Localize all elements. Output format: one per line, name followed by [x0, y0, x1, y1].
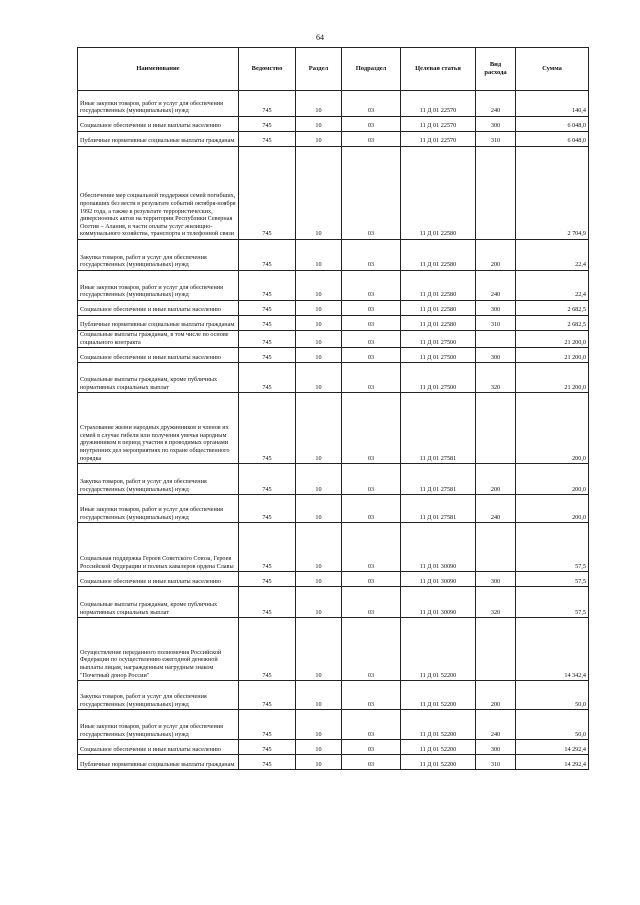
row-sum: 200,0 [516, 495, 589, 523]
row-target-article: 11 Д 01 22580 [401, 147, 476, 240]
row-name: Иные закупки товаров, работ и услуг для обеспечения государственных (муниципальных) нужд [78, 91, 239, 117]
row-name: Публичные нормативные социальные выплаты гражданам [78, 755, 239, 770]
row-sum: 57,5 [516, 572, 589, 587]
row-target-article: 11 Д 01 30090 [401, 523, 476, 572]
row-razdel: 10 [296, 681, 342, 710]
table-row [78, 348, 589, 363]
row-name: Публичные нормативные социальные выплаты гражданам [78, 316, 239, 331]
table-body [78, 91, 589, 770]
row-target-article: 11 Д 01 27500 [401, 331, 476, 348]
row-name: Социальные выплаты гражданам, кроме публичных нормативных социальных выплат [78, 587, 239, 618]
row-razdel: 10 [296, 495, 342, 523]
row-target-article: 11 Д 01 27581 [401, 464, 476, 495]
row-vedomstvo: 745 [239, 363, 296, 393]
row-target-article: 11 Д 01 52200 [401, 755, 476, 770]
row-target-article: 11 Д 01 27581 [401, 393, 476, 464]
row-name: Социальное обеспечение и иные выплаты населению [78, 572, 239, 587]
row-sum: 6 048,0 [516, 132, 589, 147]
row-expense-type: 310 [476, 755, 516, 770]
row-sum: 22,4 [516, 240, 589, 271]
row-target-article: 11 Д 01 22580 [401, 240, 476, 271]
row-sum: 14 292,4 [516, 740, 589, 755]
table-row [78, 316, 589, 331]
table-row [78, 710, 589, 740]
row-podrazdel: 03 [342, 363, 401, 393]
row-expense-type: 200 [476, 240, 516, 271]
row-vedomstvo: 745 [239, 740, 296, 755]
row-podrazdel: 03 [342, 271, 401, 301]
row-expense-type: 300 [476, 572, 516, 587]
row-podrazdel: 03 [342, 755, 401, 770]
row-name: Иные закупки товаров, работ и услуг для обеспечения государственных (муниципальных) нужд [78, 495, 239, 523]
row-podrazdel: 03 [342, 348, 401, 363]
row-name: Социальная поддержка Героев Советского Союза, Героев Российской Федерации и полных кавалеров ордена Славы [78, 523, 239, 572]
row-name: Социальное обеспечение и иные выплаты населению [78, 117, 239, 132]
header-podrazdel: Подраздел [342, 48, 401, 91]
row-name: Социальные выплаты гражданам, кроме публичных нормативных социальных выплат [78, 363, 239, 393]
row-expense-type: 310 [476, 316, 516, 331]
row-expense-type: 240 [476, 710, 516, 740]
row-razdel: 10 [296, 301, 342, 316]
row-podrazdel: 03 [342, 393, 401, 464]
row-expense-type: 300 [476, 740, 516, 755]
row-name: Иные закупки товаров, работ и услуг для обеспечения государственных (муниципальных) нужд [78, 710, 239, 740]
row-podrazdel: 03 [342, 618, 401, 681]
row-sum: 50,0 [516, 681, 589, 710]
row-podrazdel: 03 [342, 495, 401, 523]
row-podrazdel: 03 [342, 132, 401, 147]
row-name: Иные закупки товаров, работ и услуг для обеспечения государственных (муниципальных) нужд [78, 271, 239, 301]
row-sum: 2 682,5 [516, 316, 589, 331]
header-name: Наименование [78, 48, 239, 91]
row-target-article: 11 Д 01 52200 [401, 618, 476, 681]
row-sum: 140,4 [516, 91, 589, 117]
table-row [78, 331, 589, 348]
row-vedomstvo: 745 [239, 147, 296, 240]
row-sum: 50,0 [516, 710, 589, 740]
header-sum: Сумма [516, 48, 589, 91]
row-target-article: 11 Д 01 27500 [401, 348, 476, 363]
row-vedomstvo: 745 [239, 587, 296, 618]
row-vedomstvo: 745 [239, 117, 296, 132]
page-number: 64 [316, 33, 324, 42]
table-row [78, 271, 589, 301]
table-row [78, 147, 589, 240]
row-razdel: 10 [296, 348, 342, 363]
row-podrazdel: 03 [342, 572, 401, 587]
row-vedomstvo: 745 [239, 393, 296, 464]
row-sum: 14 292,4 [516, 755, 589, 770]
row-name: Закупка товаров, работ и услуг для обеспечения государственных (муниципальных) нужд [78, 681, 239, 710]
row-expense-type: 300 [476, 117, 516, 132]
row-razdel: 10 [296, 316, 342, 331]
row-target-article: 11 Д 01 27581 [401, 495, 476, 523]
row-name: Закупка товаров, работ и услуг для обеспечения государственных (муниципальных) нужд [78, 464, 239, 495]
row-name: Закупка товаров, работ и услуг для обеспечения государственных (муниципальных) нужд [78, 240, 239, 271]
table-row [78, 495, 589, 523]
row-razdel: 10 [296, 587, 342, 618]
row-razdel: 10 [296, 393, 342, 464]
row-vedomstvo: 745 [239, 681, 296, 710]
row-vedomstvo: 745 [239, 464, 296, 495]
row-expense-type: 200 [476, 464, 516, 495]
table-row [78, 363, 589, 393]
row-expense-type: 240 [476, 91, 516, 117]
row-target-article: 11 Д 01 52200 [401, 740, 476, 755]
table-header-row [78, 48, 589, 91]
row-sum: 22,4 [516, 271, 589, 301]
row-expense-type [476, 618, 516, 681]
row-expense-type: 300 [476, 301, 516, 316]
row-name: Социальное обеспечение и иные выплаты населению [78, 348, 239, 363]
row-sum: 21 200,0 [516, 331, 589, 348]
header-target-article: Целевая статья [401, 48, 476, 91]
table-row [78, 117, 589, 132]
row-expense-type [476, 331, 516, 348]
row-podrazdel: 03 [342, 117, 401, 132]
row-razdel: 10 [296, 132, 342, 147]
row-vedomstvo: 745 [239, 523, 296, 572]
row-name: Обеспечение мер социальной поддержки семей погибших, пропавших без вести в результате событий октября-ноября 1992 года, а также в результате террористических, диверсионных актов на территории Республики Северная Осетия – Алания, в части оплаты услуг жилищно-коммунального хозяйства, транспорта и телефонной связи [78, 147, 239, 240]
table-row [78, 755, 589, 770]
row-expense-type [476, 393, 516, 464]
row-vedomstvo: 745 [239, 331, 296, 348]
row-sum: 200,0 [516, 393, 589, 464]
row-sum: 57,5 [516, 587, 589, 618]
table-row [78, 587, 589, 618]
row-target-article: 11 Д 01 30090 [401, 587, 476, 618]
row-expense-type: 320 [476, 587, 516, 618]
row-sum: 57,5 [516, 523, 589, 572]
header-expense-type: Вид расхода [476, 48, 516, 91]
row-vedomstvo: 745 [239, 710, 296, 740]
row-vedomstvo: 745 [239, 301, 296, 316]
row-target-article: 11 Д 01 22570 [401, 132, 476, 147]
row-target-article: 11 Д 01 22570 [401, 117, 476, 132]
row-podrazdel: 03 [342, 147, 401, 240]
budget-table [77, 47, 589, 770]
row-sum: 14 342,4 [516, 618, 589, 681]
table-row [78, 523, 589, 572]
row-target-article: 11 Д 01 22580 [401, 301, 476, 316]
row-vedomstvo: 745 [239, 572, 296, 587]
row-vedomstvo: 745 [239, 495, 296, 523]
row-name: Страхование жизни народных дружинников и членов их семей в случае гибели или получения увечья народным дружинником в период участия в проводимых органами внутренних дел мероприятиях по охране общественного порядка [78, 393, 239, 464]
row-sum: 2 704,9 [516, 147, 589, 240]
row-podrazdel: 03 [342, 91, 401, 117]
row-podrazdel: 03 [342, 587, 401, 618]
header-vedomstvo: Ведомство [239, 48, 296, 91]
row-vedomstvo: 745 [239, 348, 296, 363]
row-vedomstvo: 745 [239, 271, 296, 301]
row-target-article: 11 Д 01 30090 [401, 572, 476, 587]
row-name: Осуществление переданного полномочия Российской Федерации по осуществлению ежегодной денежной выплаты лицам, награжденным нагрудным знаком "Почетный донор России" [78, 618, 239, 681]
table-row [78, 740, 589, 755]
row-razdel: 10 [296, 710, 342, 740]
table-row [78, 240, 589, 271]
table-row [78, 393, 589, 464]
row-expense-type [476, 147, 516, 240]
table-row [78, 572, 589, 587]
row-vedomstvo: 745 [239, 755, 296, 770]
row-expense-type: 310 [476, 132, 516, 147]
row-target-article: 11 Д 01 22580 [401, 316, 476, 331]
row-expense-type: 240 [476, 271, 516, 301]
row-podrazdel: 03 [342, 316, 401, 331]
row-expense-type: 320 [476, 363, 516, 393]
row-razdel: 10 [296, 740, 342, 755]
row-name: Социальные выплаты гражданам, в том числе по основе социального контракта [78, 331, 239, 348]
table-row [78, 681, 589, 710]
table-row [78, 132, 589, 147]
row-sum: 2 682,5 [516, 301, 589, 316]
row-target-article: 11 Д 01 52200 [401, 710, 476, 740]
row-podrazdel: 03 [342, 740, 401, 755]
row-razdel: 10 [296, 91, 342, 117]
row-name: Социальное обеспечение и иные выплаты населению [78, 740, 239, 755]
table-row [78, 464, 589, 495]
row-vedomstvo: 745 [239, 618, 296, 681]
row-razdel: 10 [296, 572, 342, 587]
table-row [78, 91, 589, 117]
row-razdel: 10 [296, 240, 342, 271]
row-name: Публичные нормативные социальные выплаты гражданам [78, 132, 239, 147]
row-razdel: 10 [296, 271, 342, 301]
row-razdel: 10 [296, 331, 342, 348]
row-razdel: 10 [296, 117, 342, 132]
row-razdel: 10 [296, 147, 342, 240]
row-razdel: 10 [296, 523, 342, 572]
row-expense-type: 200 [476, 681, 516, 710]
row-podrazdel: 03 [342, 331, 401, 348]
header-razdel: Раздел [296, 48, 342, 91]
row-sum: 200,0 [516, 464, 589, 495]
row-podrazdel: 03 [342, 240, 401, 271]
table-row [78, 301, 589, 316]
row-razdel: 10 [296, 363, 342, 393]
row-razdel: 10 [296, 618, 342, 681]
row-expense-type: 300 [476, 348, 516, 363]
row-vedomstvo: 745 [239, 91, 296, 117]
row-podrazdel: 03 [342, 464, 401, 495]
row-sum: 21 200,0 [516, 348, 589, 363]
row-target-article: 11 Д 01 27500 [401, 363, 476, 393]
row-vedomstvo: 745 [239, 240, 296, 271]
table-row [78, 618, 589, 681]
row-podrazdel: 03 [342, 301, 401, 316]
row-target-article: 11 Д 01 22580 [401, 271, 476, 301]
row-razdel: 10 [296, 755, 342, 770]
row-target-article: 11 Д 01 52200 [401, 681, 476, 710]
row-sum: 21 200,0 [516, 363, 589, 393]
row-target-article: 11 Д 01 22570 [401, 91, 476, 117]
row-expense-type [476, 523, 516, 572]
row-podrazdel: 03 [342, 710, 401, 740]
row-expense-type: 240 [476, 495, 516, 523]
row-razdel: 10 [296, 464, 342, 495]
row-podrazdel: 03 [342, 681, 401, 710]
row-podrazdel: 03 [342, 523, 401, 572]
row-vedomstvo: 745 [239, 132, 296, 147]
row-sum: 6 048,0 [516, 117, 589, 132]
row-vedomstvo: 745 [239, 316, 296, 331]
row-name: Социальное обеспечение и иные выплаты населению [78, 301, 239, 316]
